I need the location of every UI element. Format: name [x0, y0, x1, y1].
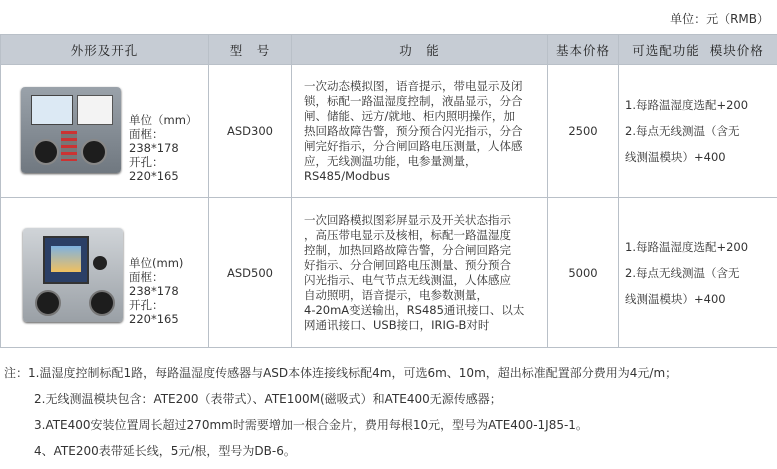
function-line: 应，无线测温功能，电参量测量， — [304, 153, 477, 168]
function-line: 4-20mA变送输出，RS485通讯接口、以太 — [304, 302, 525, 317]
shape-cell — [1, 198, 209, 348]
model-cell: ASD300 — [209, 65, 292, 198]
note-line: 3.ATE400安装位置周长超过270mm时需要增加一根合金片，费用每根10元，型号为ATE400-1J85-1。 — [34, 418, 588, 432]
table-header-row — [1, 35, 777, 65]
optional-line: 2.每点无线测温（含无 — [625, 265, 740, 280]
spec-unit: 单位(mm) — [129, 256, 184, 270]
function-line: 网通讯接口、USB接口，IRIG-B对时 — [304, 317, 490, 332]
optional-cell — [619, 65, 777, 198]
price-cell: 2500 — [548, 65, 619, 198]
function-line: 热回路故障告警，预分预合闪光指示，分合 — [304, 123, 523, 138]
spec-text — [129, 256, 208, 326]
unit-label: 单位：元（RMB） — [670, 12, 769, 26]
optional-cell — [619, 198, 777, 348]
header-function: 功 能 — [292, 35, 548, 65]
spec-frame: 面框：238*178 — [129, 127, 179, 155]
function-line: 控制，加热回路故障告警，分合闸回路完 — [304, 242, 511, 257]
spec-hole: 开孔：220*165 — [129, 298, 179, 326]
header-optional-label: 可选配功能 — [632, 42, 700, 58]
function-line: 锁，标配一路温湿度控制，液晶显示，分合 — [304, 93, 523, 108]
optional-line: 1.每路温湿度选配+200 — [625, 98, 749, 112]
optional-line: 线测温模块）+400 — [625, 291, 726, 306]
note-line: 2.无线测温模块包含：ATE200（表带式）、ATE100M(磁吸式）和ATE400无源传感器； — [34, 392, 502, 406]
spec-unit: 单位（mm） — [129, 113, 198, 127]
asd500-product-image — [23, 228, 123, 322]
function-line: 闸完好指示，分合闸回路电压测量，人体感 — [304, 138, 523, 153]
optional-line: 2.每点无线测温（含无 — [625, 124, 740, 138]
optional-line: 线测温模块）+400 — [625, 150, 726, 164]
optional-line: 1.每路温湿度选配+200 — [625, 239, 749, 254]
function-line: RS485/Modbus — [304, 168, 390, 183]
notes-section — [4, 360, 774, 464]
table-row — [1, 198, 777, 348]
note-line: 注：1.温湿度控制标配1路，每路温湿度传感器与ASD本体连接线标配4m，可选6m、10m，超出标准配置部分费用为4元/m； — [4, 366, 678, 380]
function-cell — [292, 65, 548, 198]
header-shape: 外形及开孔 — [1, 35, 209, 65]
header-model: 型 号 — [209, 35, 292, 65]
note-line: 4、ATE200表带延长线，5元/根，型号为DB-6。 — [34, 444, 296, 458]
spec-frame: 面框：238*178 — [129, 270, 179, 298]
header-optional — [619, 35, 777, 65]
function-line: 一次动态模拟图，语音提示，带电显示及闭 — [304, 78, 523, 93]
price-table — [0, 34, 777, 348]
function-line: 闸、储能、远方/就地、柜内照明操作，加 — [304, 108, 515, 123]
header-price: 基本价格 — [548, 35, 619, 65]
table-row — [1, 65, 777, 198]
spec-hole: 开孔：220*165 — [129, 155, 179, 183]
function-line: 好指示、分合闸回路电压测量、预分预合 — [304, 257, 511, 272]
function-line: 一次回路模拟图彩屏显示及开关状态指示 — [304, 212, 511, 227]
model-cell: ASD500 — [209, 198, 292, 348]
price-cell: 5000 — [548, 198, 619, 348]
function-cell — [292, 198, 548, 348]
shape-cell — [1, 65, 209, 198]
function-line: ，高压带电显示及核相，标配一路温湿度 — [304, 227, 511, 242]
header-module-price-label: 模块价格 — [709, 42, 764, 58]
function-line: 闪光指示、电气节点无线测温，人体感应 — [304, 272, 511, 287]
asd300-product-image — [21, 87, 121, 173]
function-line: 自动照明，语音提示，电参数测量， — [304, 287, 488, 302]
spec-text — [129, 113, 208, 183]
